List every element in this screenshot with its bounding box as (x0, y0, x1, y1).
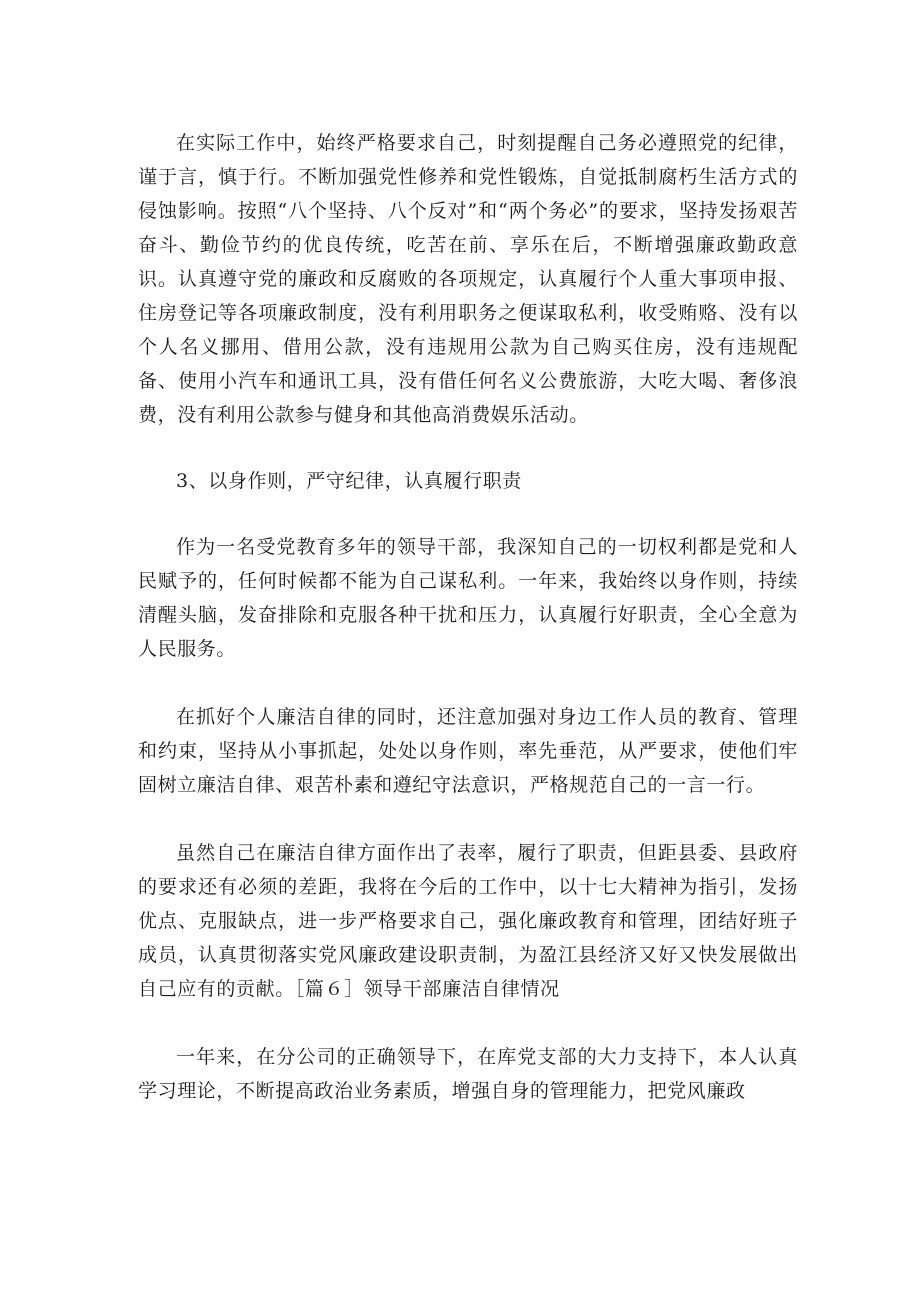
paragraph-next-article: 一年来，在分公司的正确领导下，在库党支部的大力支持下，本人认真学习理论，不断提高政治业务素质，增强自身的管理能力，把党风廉政 (138, 1046, 798, 1102)
paragraph-self-discipline: 在实际工作中，始终严格要求自己，时刻提醒自己务必遵照党的纪律，谨于言，慎于行。不断加强党性修养和党性锻炼，自觉抵制腐朽生活方式的侵蚀影响。按照“八个坚持、八个反对”和“两个务必”的要求，坚持发扬艰苦奋斗、勤俭节约的优良传统，吃苦在前、享乐在后，不断增强廉政勤政意识。认真遵守党的廉政和反腐败的各项规定，认真履行个人重大事项申报、住房登记等各项廉政制度，没有利用职务之便谋取私利，收受贿赂、没有以个人名义挪用、借用公款，没有违规用公款为自己购买住房，没有违规配备、使用小汽车和通讯工具，没有借任何名义公费旅游，大吃大喝、奢侈浪费，没有利用公款参与健身和其他高消费娱乐活动。 (138, 132, 798, 426)
paragraph-duty: 作为一名受党教育多年的领导干部，我深知自己的一切权利都是党和人民赋予的，任何时候都不能为自己谋私利。一年来，我始终以身作则，持续清醒头脑，发奋排除和克服各种干扰和压力，认真履行好职责，全心全意为人民服务。 (138, 536, 798, 660)
paragraph-staff-education: 在抓好个人廉洁自律的同时，还注意加强对身边工作人员的教育、管理和约束，坚持从小事抓起，处处以身作则，率先垂范，从严要求，使他们牢固树立廉洁自律、艰苦朴素和遵纪守法意识，严格规范自己的一言一行。 (138, 706, 798, 796)
paragraph-conclusion: 虽然自己在廉洁自律方面作出了表率，履行了职责，但距县委、县政府的要求还有必须的差距，我将在今后的工作中，以十七大精神为指引，发扬优点、克服缺点，进一步严格要求自己，强化廉政教育和管理，团结好班子成员，认真贯彻落实党风廉政建设职责制，为盈江县经济又好又快发展做出自己应有的贡献。［篇６］领导干部廉洁自律情况 (138, 842, 798, 1000)
section-heading-3: 3、以身作则，严守纪律，认真履行职责 (176, 470, 522, 492)
document-page (138, 126, 798, 1108)
